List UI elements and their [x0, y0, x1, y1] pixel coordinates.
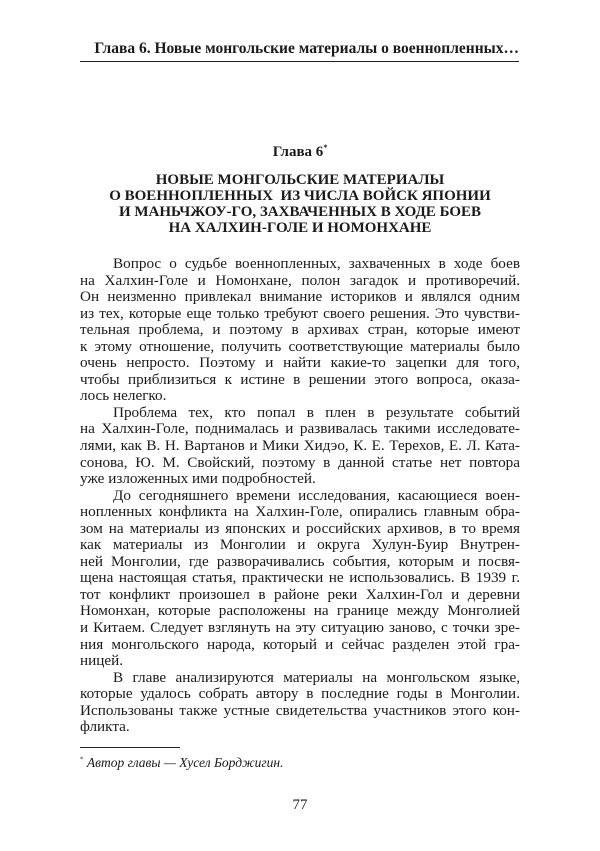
text-line: как материалы из Монголии и округа Хулун-Буир Внутрен-: [80, 536, 520, 554]
text-line: к этому отношение, получить соответствующие материалы было: [80, 337, 520, 355]
running-head: Глава 6. Новые монгольские материалы о военнопленных…: [80, 40, 519, 62]
body-text: [80, 256, 520, 736]
text-line: ницей.: [80, 652, 124, 670]
footnote-text: Автор главы — Хусел Борджигин.: [86, 755, 284, 770]
footnote-reference: *: [323, 143, 328, 152]
chapter-title: [80, 172, 520, 236]
paragraph: [80, 405, 520, 488]
paragraph: [80, 488, 520, 670]
paragraph: [80, 670, 520, 736]
title-line: О ВОЕННОПЛЕННЫХ ИЗ ЧИСЛА ВОЙСК ЯПОНИИ: [109, 188, 491, 204]
text-line: которые удалось собрать автору в последние годы в Монголии.: [80, 685, 520, 703]
text-line: лось нелегко.: [80, 387, 167, 405]
text-line: Использованы также устные свидетельства участников этого кон-: [80, 701, 520, 719]
text-line: ней Монголии, где разворачивались события, которым и посвя-: [80, 552, 520, 570]
footnote: [80, 755, 283, 771]
text-line: очень непросто. Поэтому и найти какие-то зацепки для того,: [80, 354, 520, 372]
page-number: 77: [292, 797, 308, 813]
footnote-rule: [80, 747, 180, 748]
title-line: НА ХАЛХИН-ГОЛЕ И НОМОНХАНЕ: [168, 220, 432, 236]
paragraph: [80, 256, 520, 405]
text-line: нопленных конфликта на Халхин-Голе, опирались главным обра-: [80, 503, 520, 521]
footnote-mark: *: [80, 755, 84, 764]
text-line: ния монгольского народа, который и сейчас разделен этой гра-: [80, 635, 520, 653]
text-line: зом на материалы из японских и российских архивов, в то время: [80, 519, 520, 537]
text-line: лями, как В. Н. Вартанов и Мики Хидэо, К. Е. Терехов, Е. Л. Ката-: [80, 437, 520, 455]
chapter-label-text: Глава 6: [272, 144, 324, 160]
text-line: из тех, которые еще только требуют своего решения. Это чувстви-: [80, 304, 520, 322]
text-line: чтобы приблизиться к истине в решении этого вопроса, оказа-: [80, 370, 520, 388]
text-line: тельная проблема, и поэтому в архивах стран, которые имеют: [80, 321, 520, 339]
title-line: НОВЫЕ МОНГОЛЬСКИЕ МАТЕРИАЛЫ: [155, 172, 445, 188]
chapter-label: [80, 143, 520, 161]
text-line: и Китаем. Следует взглянуть на эту ситуацию заново, с точки зре-: [80, 619, 520, 637]
text-line: сонова, Ю. М. Свойский, поэтому в данной статье нет повтора: [80, 453, 520, 471]
text-line: Номонхан, которые расположены на границе между Монголией: [80, 602, 520, 620]
title-line: И МАНЬЧЖОУ-ГО, ЗАХВАЧЕННЫХ В ХОДЕ БОЕВ: [118, 204, 482, 220]
text-line: фликта.: [80, 718, 130, 736]
text-line: тот конфликт произошел в районе реки Халхин-Гол и деревни: [80, 585, 520, 603]
text-line: В главе анализируются материалы на монгольском языке,: [113, 668, 520, 686]
text-line: Он неизменно привлекал внимание историков и являлся одним: [80, 288, 520, 306]
text-line: на Халхин-Голе и Номонхане, полон загадок и противоречий.: [80, 271, 520, 289]
text-line: уже изложенных ими подробностей.: [80, 470, 316, 488]
text-line: Проблема тех, кто попал в плен в результате событий: [113, 403, 520, 421]
text-line: Вопрос о судьбе военнопленных, захваченных в ходе боев: [113, 255, 520, 272]
text-line: на Халхин-Голе, поднималась и развивалась такими исследовате-: [80, 420, 520, 438]
text-line: До сегодняшнего времени исследования, касающиеся воен-: [113, 486, 520, 504]
text-line: щена настоящая статья, практически не использовались. В 1939 г.: [80, 569, 520, 587]
